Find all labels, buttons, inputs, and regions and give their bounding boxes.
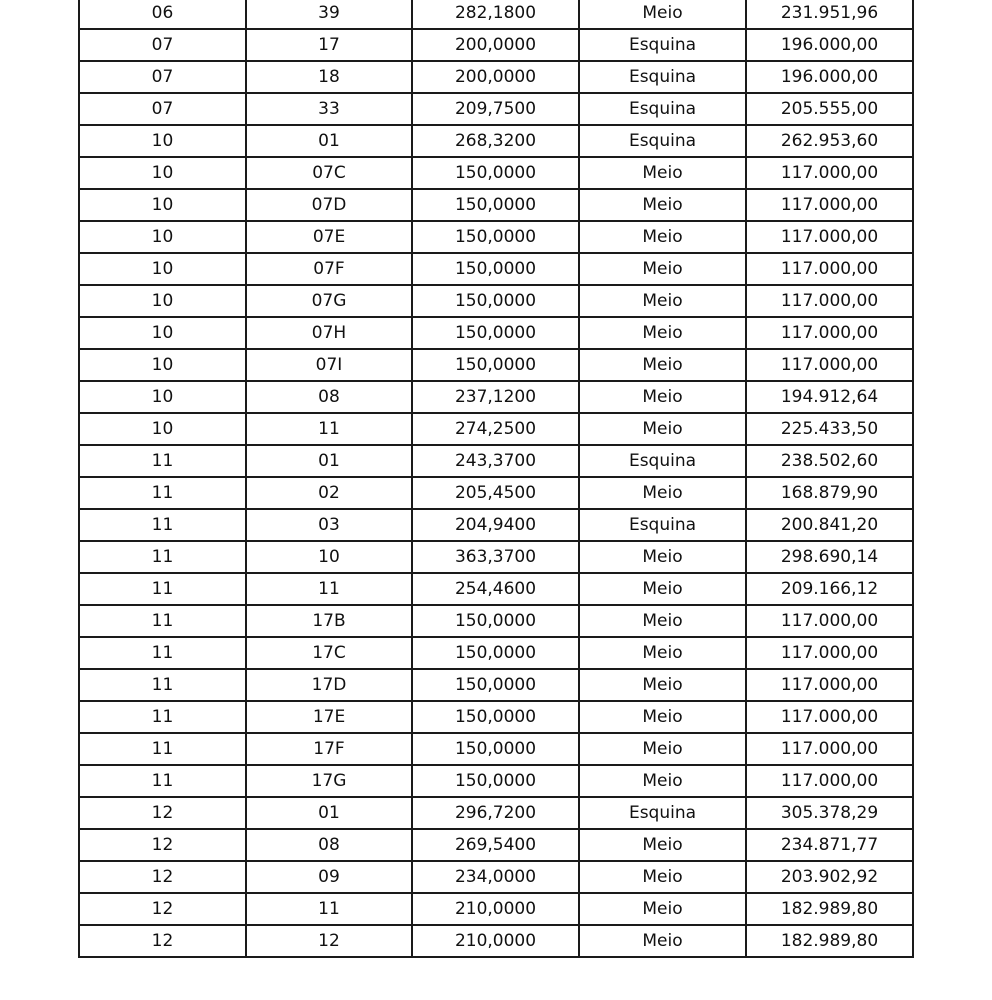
area-cell: 150,0000 [412,189,579,221]
block-cell: 11 [79,573,246,605]
lot-cell: 07H [246,317,412,349]
position-cell: Meio [579,701,746,733]
block-cell: 11 [79,765,246,797]
table-row [79,509,913,541]
price-cell: 209.166,12 [746,573,913,605]
price-cell: 117.000,00 [746,349,913,381]
block-cell: 10 [79,285,246,317]
table-row [79,445,913,477]
area-cell: 150,0000 [412,733,579,765]
position-cell: Meio [579,285,746,317]
lot-cell: 07I [246,349,412,381]
price-cell: 117.000,00 [746,765,913,797]
price-cell: 305.378,29 [746,797,913,829]
table-row [79,349,913,381]
price-cell: 196.000,00 [746,29,913,61]
area-cell: 150,0000 [412,349,579,381]
area-cell: 210,0000 [412,893,579,925]
position-cell: Meio [579,253,746,285]
table-row [79,477,913,509]
position-cell: Meio [579,893,746,925]
area-cell: 254,4600 [412,573,579,605]
table-row [79,573,913,605]
table-row [79,157,913,189]
position-cell: Meio [579,349,746,381]
block-cell: 12 [79,925,246,957]
price-cell: 225.433,50 [746,413,913,445]
table-row [79,381,913,413]
area-cell: 269,5400 [412,829,579,861]
lot-cell: 39 [246,0,412,29]
position-cell: Meio [579,733,746,765]
position-cell: Esquina [579,29,746,61]
position-cell: Esquina [579,93,746,125]
position-cell: Esquina [579,125,746,157]
block-cell: 11 [79,541,246,573]
block-cell: 11 [79,445,246,477]
lot-cell: 11 [246,413,412,445]
price-cell: 117.000,00 [746,317,913,349]
position-cell: Meio [579,669,746,701]
position-cell: Esquina [579,445,746,477]
price-cell: 182.989,80 [746,893,913,925]
block-cell: 07 [79,61,246,93]
price-cell: 298.690,14 [746,541,913,573]
lot-price-table-container [78,0,912,958]
table-row [79,925,913,957]
price-cell: 205.555,00 [746,93,913,125]
block-cell: 10 [79,349,246,381]
area-cell: 150,0000 [412,701,579,733]
price-cell: 117.000,00 [746,605,913,637]
area-cell: 243,3700 [412,445,579,477]
area-cell: 150,0000 [412,669,579,701]
block-cell: 12 [79,829,246,861]
area-cell: 150,0000 [412,221,579,253]
price-cell: 117.000,00 [746,157,913,189]
price-cell: 182.989,80 [746,925,913,957]
price-cell: 117.000,00 [746,221,913,253]
area-cell: 282,1800 [412,0,579,29]
price-cell: 262.953,60 [746,125,913,157]
area-cell: 237,1200 [412,381,579,413]
lot-cell: 11 [246,573,412,605]
lot-cell: 07C [246,157,412,189]
area-cell: 150,0000 [412,285,579,317]
area-cell: 210,0000 [412,925,579,957]
price-cell: 203.902,92 [746,861,913,893]
lot-cell: 11 [246,893,412,925]
table-row [79,125,913,157]
table-row [79,29,913,61]
block-cell: 11 [79,669,246,701]
table-row [79,189,913,221]
block-cell: 10 [79,253,246,285]
price-cell: 117.000,00 [746,189,913,221]
table-row [79,317,913,349]
price-cell: 168.879,90 [746,477,913,509]
area-cell: 150,0000 [412,317,579,349]
area-cell: 209,7500 [412,93,579,125]
block-cell: 11 [79,509,246,541]
lot-cell: 01 [246,125,412,157]
block-cell: 12 [79,797,246,829]
block-cell: 11 [79,477,246,509]
block-cell: 10 [79,381,246,413]
position-cell: Meio [579,0,746,29]
lot-cell: 17D [246,669,412,701]
position-cell: Meio [579,157,746,189]
lot-cell: 01 [246,445,412,477]
area-cell: 204,9400 [412,509,579,541]
area-cell: 296,7200 [412,797,579,829]
area-cell: 150,0000 [412,253,579,285]
position-cell: Meio [579,477,746,509]
position-cell: Meio [579,829,746,861]
block-cell: 11 [79,733,246,765]
lot-cell: 17 [246,29,412,61]
table-row [79,285,913,317]
block-cell: 11 [79,605,246,637]
price-cell: 117.000,00 [746,637,913,669]
block-cell: 10 [79,317,246,349]
price-cell: 234.871,77 [746,829,913,861]
block-cell: 10 [79,413,246,445]
area-cell: 150,0000 [412,605,579,637]
price-cell: 117.000,00 [746,733,913,765]
position-cell: Esquina [579,509,746,541]
position-cell: Meio [579,605,746,637]
table-row [79,253,913,285]
lot-cell: 17C [246,637,412,669]
table-row [79,733,913,765]
area-cell: 150,0000 [412,157,579,189]
lot-cell: 10 [246,541,412,573]
table-row [79,637,913,669]
position-cell: Meio [579,765,746,797]
price-cell: 117.000,00 [746,253,913,285]
lot-cell: 03 [246,509,412,541]
block-cell: 12 [79,893,246,925]
lot-cell: 08 [246,381,412,413]
price-cell: 117.000,00 [746,669,913,701]
price-cell: 194.912,64 [746,381,913,413]
position-cell: Meio [579,861,746,893]
area-cell: 200,0000 [412,61,579,93]
table-row [79,413,913,445]
block-cell: 11 [79,701,246,733]
block-cell: 07 [79,93,246,125]
block-cell: 11 [79,637,246,669]
table-body [79,0,913,957]
table-row [79,765,913,797]
block-cell: 06 [79,0,246,29]
price-cell: 196.000,00 [746,61,913,93]
lot-cell: 07E [246,221,412,253]
position-cell: Meio [579,413,746,445]
block-cell: 10 [79,221,246,253]
table-row [79,861,913,893]
area-cell: 205,4500 [412,477,579,509]
area-cell: 234,0000 [412,861,579,893]
lot-cell: 17G [246,765,412,797]
area-cell: 200,0000 [412,29,579,61]
position-cell: Meio [579,221,746,253]
lot-cell: 02 [246,477,412,509]
lot-cell: 17F [246,733,412,765]
position-cell: Meio [579,925,746,957]
area-cell: 150,0000 [412,637,579,669]
table-row [79,701,913,733]
lot-cell: 01 [246,797,412,829]
block-cell: 07 [79,29,246,61]
price-cell: 117.000,00 [746,285,913,317]
lot-cell: 07G [246,285,412,317]
position-cell: Meio [579,637,746,669]
table-row [79,669,913,701]
table-row [79,61,913,93]
price-cell: 238.502,60 [746,445,913,477]
lot-cell: 33 [246,93,412,125]
table-row [79,893,913,925]
area-cell: 150,0000 [412,765,579,797]
table-row [79,0,913,29]
area-cell: 268,3200 [412,125,579,157]
position-cell: Meio [579,317,746,349]
lot-cell: 07D [246,189,412,221]
lot-cell: 09 [246,861,412,893]
position-cell: Meio [579,573,746,605]
block-cell: 10 [79,157,246,189]
price-cell: 231.951,96 [746,0,913,29]
lot-cell: 12 [246,925,412,957]
table-row [79,797,913,829]
lot-cell: 07F [246,253,412,285]
table-row [79,541,913,573]
area-cell: 274,2500 [412,413,579,445]
position-cell: Esquina [579,797,746,829]
block-cell: 10 [79,125,246,157]
table-row [79,829,913,861]
table-row [79,605,913,637]
area-cell: 363,3700 [412,541,579,573]
lot-cell: 18 [246,61,412,93]
price-cell: 200.841,20 [746,509,913,541]
position-cell: Esquina [579,61,746,93]
lot-cell: 17E [246,701,412,733]
table-row [79,93,913,125]
position-cell: Meio [579,541,746,573]
lot-cell: 17B [246,605,412,637]
position-cell: Meio [579,189,746,221]
position-cell: Meio [579,381,746,413]
block-cell: 12 [79,861,246,893]
block-cell: 10 [79,189,246,221]
table-row [79,221,913,253]
price-cell: 117.000,00 [746,701,913,733]
lot-cell: 08 [246,829,412,861]
lot-price-table [78,0,914,958]
